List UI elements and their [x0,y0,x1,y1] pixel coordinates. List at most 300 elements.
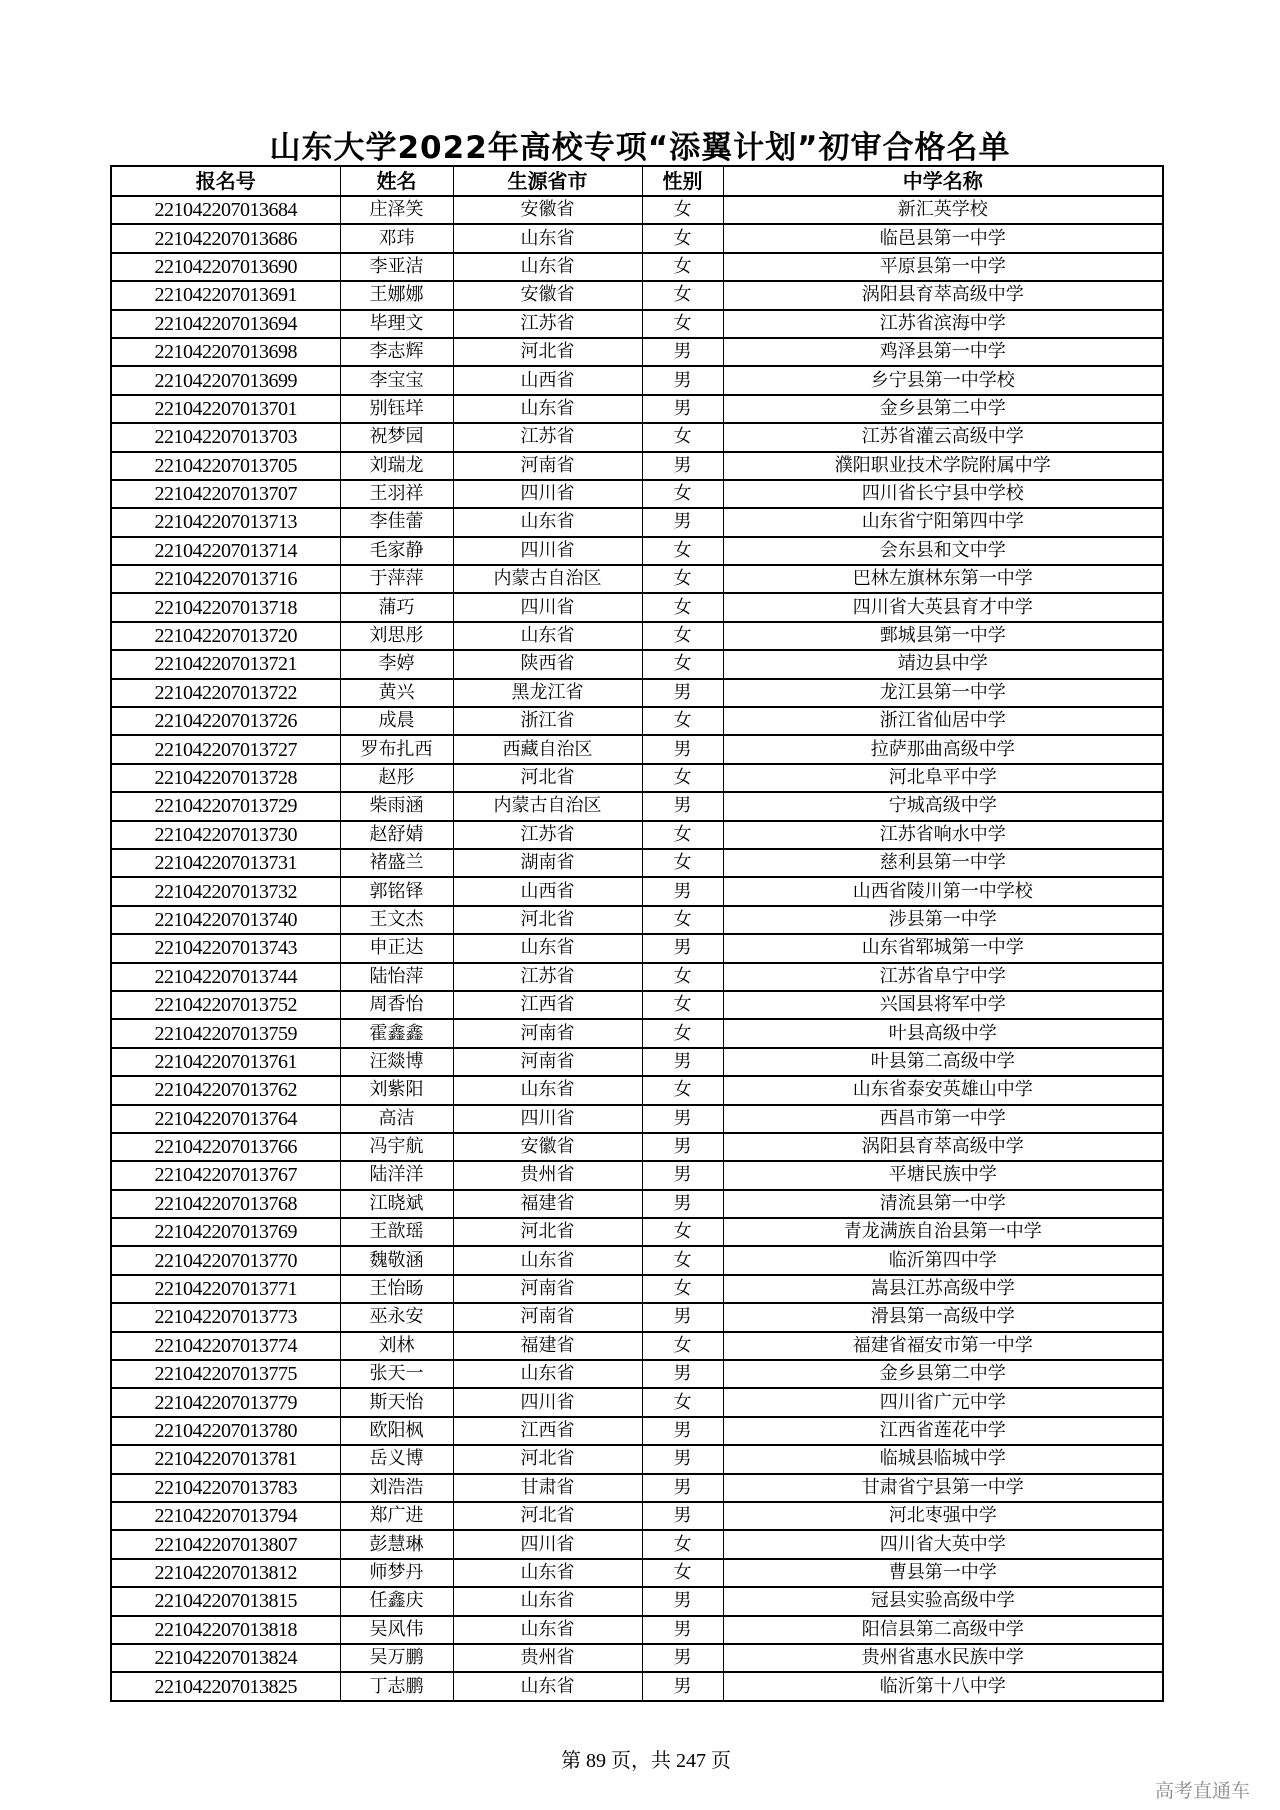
province-cell: 河北省 [453,1502,642,1530]
school-name-cell: 山东省泰安英雄山中学 [723,1076,1163,1104]
province-cell: 山西省 [453,877,642,905]
gender-cell: 男 [642,395,723,423]
gender-cell: 男 [642,1190,723,1218]
registration-number-cell: 221042207013729 [111,792,340,820]
school-name-cell: 四川省长宁县中学校 [723,480,1163,508]
student-name-cell: 斯天怡 [340,1388,453,1416]
registration-number-cell: 221042207013726 [111,707,340,735]
gender-cell: 男 [642,366,723,394]
page-number: 第 89 页，共 247 页 [561,1750,731,1772]
header-name: 姓名 [340,166,453,196]
province-cell: 安徽省 [453,281,642,309]
student-name-cell: 彭慧琳 [340,1530,453,1558]
student-name-cell: 申正达 [340,934,453,962]
table-row [111,1133,1163,1161]
registration-number-cell: 221042207013703 [111,423,340,451]
province-cell: 山东省 [453,395,642,423]
registration-number-cell: 221042207013752 [111,991,340,1019]
table-row [111,1474,1163,1502]
school-name-cell: 拉萨那曲高级中学 [723,735,1163,763]
school-name-cell: 新汇英学校 [723,196,1163,224]
registration-number-cell: 221042207013825 [111,1672,340,1700]
gender-cell: 男 [642,1672,723,1700]
registration-number-cell: 221042207013740 [111,906,340,934]
province-cell: 河北省 [453,338,642,366]
registration-number-cell: 221042207013774 [111,1332,340,1360]
gender-cell: 男 [642,1133,723,1161]
gender-cell: 女 [642,253,723,281]
school-name-cell: 会东县和文中学 [723,537,1163,565]
gender-cell: 男 [642,877,723,905]
header-province: 生源省市 [453,166,642,196]
registration-number-cell: 221042207013762 [111,1076,340,1104]
table-row [111,1161,1163,1189]
gender-cell: 男 [642,934,723,962]
school-name-cell: 河北阜平中学 [723,764,1163,792]
registration-number-cell: 221042207013691 [111,281,340,309]
student-name-cell: 褚盛兰 [340,849,453,877]
province-cell: 山东省 [453,508,642,536]
registration-number-cell: 221042207013764 [111,1105,340,1133]
gender-cell: 女 [642,707,723,735]
province-cell: 山东省 [453,934,642,962]
table-row [111,338,1163,366]
student-name-cell: 王羽祥 [340,480,453,508]
school-name-cell: 曹县第一中学 [723,1559,1163,1587]
registration-number-cell: 221042207013720 [111,622,340,650]
registration-number-cell: 221042207013694 [111,310,340,338]
school-name-cell: 贵州省惠水民族中学 [723,1644,1163,1672]
school-name-cell: 金乡县第二中学 [723,1360,1163,1388]
school-name-cell: 西昌市第一中学 [723,1105,1163,1133]
province-cell: 江苏省 [453,423,642,451]
student-name-cell: 祝梦园 [340,423,453,451]
student-name-cell: 郭铭铎 [340,877,453,905]
student-name-cell: 黄兴 [340,679,453,707]
school-name-cell: 山西省陵川第一中学校 [723,877,1163,905]
table-row [111,253,1163,281]
student-name-cell: 刘林 [340,1332,453,1360]
table-row [111,1644,1163,1672]
table-row [111,650,1163,678]
gender-cell: 女 [642,310,723,338]
table-row [111,1587,1163,1615]
gender-cell: 女 [642,622,723,650]
school-name-cell: 嵩县江苏高级中学 [723,1275,1163,1303]
table-row [111,849,1163,877]
school-name-cell: 龙江县第一中学 [723,679,1163,707]
student-name-cell: 庄泽笑 [340,196,453,224]
registration-number-cell: 221042207013744 [111,963,340,991]
table-row [111,508,1163,536]
gender-cell: 男 [642,1048,723,1076]
registration-number-cell: 221042207013731 [111,849,340,877]
province-cell: 陕西省 [453,650,642,678]
registration-number-cell: 221042207013718 [111,593,340,621]
table-header-row [111,166,1163,196]
province-cell: 内蒙古自治区 [453,565,642,593]
gender-cell: 男 [642,1445,723,1473]
table-row [111,1559,1163,1587]
student-name-cell: 陆洋洋 [340,1161,453,1189]
table-row [111,792,1163,820]
school-name-cell: 青龙满族自治县第一中学 [723,1218,1163,1246]
table-row [111,1275,1163,1303]
gender-cell: 女 [642,1218,723,1246]
school-name-cell: 平塘民族中学 [723,1161,1163,1189]
registration-number-cell: 221042207013732 [111,877,340,905]
student-name-cell: 江晓斌 [340,1190,453,1218]
registration-number-cell: 221042207013780 [111,1417,340,1445]
registration-number-cell: 221042207013701 [111,395,340,423]
province-cell: 河南省 [453,1048,642,1076]
registration-number-cell: 221042207013743 [111,934,340,962]
gender-cell: 女 [642,593,723,621]
province-cell: 山东省 [453,224,642,252]
gender-cell: 女 [642,1076,723,1104]
province-cell: 山东省 [453,1246,642,1274]
province-cell: 黑龙江省 [453,679,642,707]
gender-cell: 女 [642,991,723,1019]
gender-cell: 男 [642,1105,723,1133]
student-name-cell: 高洁 [340,1105,453,1133]
province-cell: 河南省 [453,1019,642,1047]
table-body [111,196,1163,1701]
registration-number-cell: 221042207013767 [111,1161,340,1189]
province-cell: 河北省 [453,1218,642,1246]
student-name-cell: 邓玮 [340,224,453,252]
province-cell: 安徽省 [453,1133,642,1161]
registration-number-cell: 221042207013705 [111,452,340,480]
table-row [111,537,1163,565]
table-row [111,565,1163,593]
header-registration-number: 报名号 [111,166,340,196]
table-row [111,423,1163,451]
student-name-cell: 别钰垟 [340,395,453,423]
school-name-cell: 江苏省灌云高级中学 [723,423,1163,451]
registration-number-cell: 221042207013686 [111,224,340,252]
student-name-cell: 李佳蕾 [340,508,453,536]
province-cell: 四川省 [453,480,642,508]
gender-cell: 女 [642,1559,723,1587]
table-row [111,735,1163,763]
student-name-cell: 王歆瑶 [340,1218,453,1246]
table-row [111,1048,1163,1076]
gender-cell: 男 [642,792,723,820]
registration-number-cell: 221042207013727 [111,735,340,763]
gender-cell: 男 [642,735,723,763]
gender-cell: 女 [642,423,723,451]
table-row [111,821,1163,849]
table-row [111,366,1163,394]
watermark: 高考直通车 [1154,1780,1250,1802]
student-name-cell: 吴万鹏 [340,1644,453,1672]
table-row [111,1502,1163,1530]
student-name-cell: 魏敬涵 [340,1246,453,1274]
registration-number-cell: 221042207013781 [111,1445,340,1473]
registration-number-cell: 221042207013779 [111,1388,340,1416]
school-name-cell: 甘肃省宁县第一中学 [723,1474,1163,1502]
table-row [111,906,1163,934]
registration-number-cell: 221042207013728 [111,764,340,792]
table-row [111,1616,1163,1644]
registration-number-cell: 221042207013768 [111,1190,340,1218]
table-row [111,1246,1163,1274]
gender-cell: 男 [642,679,723,707]
student-name-cell: 冯宇航 [340,1133,453,1161]
school-name-cell: 四川省大英中学 [723,1530,1163,1558]
gender-cell: 女 [642,1275,723,1303]
student-name-cell: 刘瑞龙 [340,452,453,480]
province-cell: 山东省 [453,253,642,281]
gender-cell: 男 [642,1161,723,1189]
gender-cell: 男 [642,1616,723,1644]
student-name-cell: 毕理文 [340,310,453,338]
table-row [111,281,1163,309]
gender-cell: 女 [642,650,723,678]
student-name-cell: 陆怡萍 [340,963,453,991]
registration-number-cell: 221042207013783 [111,1474,340,1502]
registration-number-cell: 221042207013759 [111,1019,340,1047]
student-name-cell: 霍鑫鑫 [340,1019,453,1047]
student-name-cell: 周香怡 [340,991,453,1019]
school-name-cell: 阳信县第二高级中学 [723,1616,1163,1644]
table-row [111,1530,1163,1558]
province-cell: 安徽省 [453,196,642,224]
student-name-cell: 赵舒婧 [340,821,453,849]
gender-cell: 女 [642,1332,723,1360]
province-cell: 四川省 [453,593,642,621]
province-cell: 江西省 [453,991,642,1019]
school-name-cell: 平原县第一中学 [723,253,1163,281]
student-name-cell: 罗布扎西 [340,735,453,763]
student-name-cell: 李志辉 [340,338,453,366]
school-name-cell: 清流县第一中学 [723,1190,1163,1218]
province-cell: 内蒙古自治区 [453,792,642,820]
student-name-cell: 赵彤 [340,764,453,792]
gender-cell: 女 [642,565,723,593]
school-name-cell: 四川省大英县育才中学 [723,593,1163,621]
school-name-cell: 鄄城县第一中学 [723,622,1163,650]
gender-cell: 男 [642,508,723,536]
province-cell: 山东省 [453,1360,642,1388]
registration-number-cell: 221042207013721 [111,650,340,678]
student-name-cell: 师梦丹 [340,1559,453,1587]
table-row [111,622,1163,650]
table-row [111,1218,1163,1246]
table-row [111,1105,1163,1133]
province-cell: 山东省 [453,622,642,650]
student-name-cell: 丁志鹏 [340,1672,453,1700]
student-name-cell: 吴风伟 [340,1616,453,1644]
province-cell: 江苏省 [453,821,642,849]
school-name-cell: 山东省郓城第一中学 [723,934,1163,962]
registration-number-cell: 221042207013815 [111,1587,340,1615]
student-name-cell: 王娜娜 [340,281,453,309]
gender-cell: 女 [642,1388,723,1416]
province-cell: 河北省 [453,1445,642,1473]
gender-cell: 女 [642,224,723,252]
registration-number-cell: 221042207013807 [111,1530,340,1558]
table-row [111,1332,1163,1360]
registration-number-cell: 221042207013775 [111,1360,340,1388]
registration-number-cell: 221042207013761 [111,1048,340,1076]
school-name-cell: 临沂第十八中学 [723,1672,1163,1700]
province-cell: 福建省 [453,1190,642,1218]
table-row [111,1388,1163,1416]
school-name-cell: 兴国县将军中学 [723,991,1163,1019]
gender-cell: 男 [642,452,723,480]
province-cell: 山东省 [453,1672,642,1700]
header-school: 中学名称 [723,166,1163,196]
student-name-cell: 于萍萍 [340,565,453,593]
gender-cell: 男 [642,338,723,366]
student-name-cell: 汪燚博 [340,1048,453,1076]
province-cell: 河南省 [453,1275,642,1303]
school-name-cell: 福建省福安市第一中学 [723,1332,1163,1360]
gender-cell: 男 [642,1502,723,1530]
table-row [111,1303,1163,1331]
province-cell: 江西省 [453,1417,642,1445]
province-cell: 浙江省 [453,707,642,735]
school-name-cell: 巴林左旗林东第一中学 [723,565,1163,593]
gender-cell: 女 [642,281,723,309]
student-name-cell: 刘浩浩 [340,1474,453,1502]
student-name-cell: 刘思彤 [340,622,453,650]
gender-cell: 女 [642,821,723,849]
gender-cell: 女 [642,1246,723,1274]
registration-number-cell: 221042207013690 [111,253,340,281]
school-name-cell: 涡阳县育萃高级中学 [723,281,1163,309]
table-row [111,1360,1163,1388]
school-name-cell: 临城县临城中学 [723,1445,1163,1473]
school-name-cell: 涡阳县育萃高级中学 [723,1133,1163,1161]
province-cell: 四川省 [453,537,642,565]
gender-cell: 男 [642,1360,723,1388]
student-name-cell: 郑广进 [340,1502,453,1530]
registration-number-cell: 221042207013716 [111,565,340,593]
gender-cell: 女 [642,963,723,991]
registration-number-cell: 221042207013769 [111,1218,340,1246]
gender-cell: 男 [642,1303,723,1331]
school-name-cell: 临邑县第一中学 [723,224,1163,252]
student-name-cell: 欧阳枫 [340,1417,453,1445]
table-row [111,593,1163,621]
province-cell: 江苏省 [453,310,642,338]
school-name-cell: 靖边县中学 [723,650,1163,678]
header-gender: 性别 [642,166,723,196]
table-row [111,196,1163,224]
school-name-cell: 慈利县第一中学 [723,849,1163,877]
table-row [111,395,1163,423]
table-row [111,1417,1163,1445]
gender-cell: 男 [642,1644,723,1672]
student-name-cell: 王怡旸 [340,1275,453,1303]
school-name-cell: 乡宁县第一中学校 [723,366,1163,394]
table-row [111,224,1163,252]
province-cell: 江苏省 [453,963,642,991]
school-name-cell: 江苏省阜宁中学 [723,963,1163,991]
province-cell: 河北省 [453,906,642,934]
gender-cell: 女 [642,537,723,565]
student-name-cell: 岳义博 [340,1445,453,1473]
registration-number-cell: 221042207013714 [111,537,340,565]
gender-cell: 男 [642,1587,723,1615]
table-row [111,310,1163,338]
registration-number-cell: 221042207013770 [111,1246,340,1274]
school-name-cell: 冠县实验高级中学 [723,1587,1163,1615]
province-cell: 贵州省 [453,1644,642,1672]
registration-number-cell: 221042207013713 [111,508,340,536]
student-name-cell: 柴雨涵 [340,792,453,820]
school-name-cell: 浙江省仙居中学 [723,707,1163,735]
school-name-cell: 滑县第一高级中学 [723,1303,1163,1331]
school-name-cell: 濮阳职业技术学院附属中学 [723,452,1163,480]
student-name-cell: 毛家静 [340,537,453,565]
gender-cell: 女 [642,906,723,934]
table-row [111,679,1163,707]
gender-cell: 女 [642,764,723,792]
table-row [111,963,1163,991]
student-name-cell: 李婷 [340,650,453,678]
school-name-cell: 金乡县第二中学 [723,395,1163,423]
candidate-table [110,165,1164,1702]
registration-number-cell: 221042207013766 [111,1133,340,1161]
gender-cell: 男 [642,1474,723,1502]
school-name-cell: 叶县第二高级中学 [723,1048,1163,1076]
province-cell: 山东省 [453,1076,642,1104]
school-name-cell: 临沂第四中学 [723,1246,1163,1274]
table-row [111,1019,1163,1047]
registration-number-cell: 221042207013684 [111,196,340,224]
student-name-cell: 李宝宝 [340,366,453,394]
province-cell: 福建省 [453,1332,642,1360]
province-cell: 河南省 [453,1303,642,1331]
school-name-cell: 江苏省滨海中学 [723,310,1163,338]
school-name-cell: 宁城高级中学 [723,792,1163,820]
student-name-cell: 蒲巧 [340,593,453,621]
province-cell: 西藏自治区 [453,735,642,763]
table-row [111,1076,1163,1104]
table-row [111,1190,1163,1218]
table-row [111,707,1163,735]
school-name-cell: 河北枣强中学 [723,1502,1163,1530]
registration-number-cell: 221042207013818 [111,1616,340,1644]
province-cell: 山东省 [453,1616,642,1644]
registration-number-cell: 221042207013699 [111,366,340,394]
table-row [111,991,1163,1019]
table-row [111,877,1163,905]
school-name-cell: 叶县高级中学 [723,1019,1163,1047]
registration-number-cell: 221042207013730 [111,821,340,849]
registration-number-cell: 221042207013773 [111,1303,340,1331]
province-cell: 山东省 [453,1559,642,1587]
student-name-cell: 王文杰 [340,906,453,934]
table-row [111,452,1163,480]
gender-cell: 女 [642,1530,723,1558]
student-name-cell: 巫永安 [340,1303,453,1331]
registration-number-cell: 221042207013707 [111,480,340,508]
school-name-cell: 四川省广元中学 [723,1388,1163,1416]
table-row [111,1672,1163,1700]
registration-number-cell: 221042207013812 [111,1559,340,1587]
table-row [111,934,1163,962]
table-row [111,764,1163,792]
gender-cell: 男 [642,1417,723,1445]
province-cell: 四川省 [453,1105,642,1133]
registration-number-cell: 221042207013698 [111,338,340,366]
gender-cell: 女 [642,196,723,224]
